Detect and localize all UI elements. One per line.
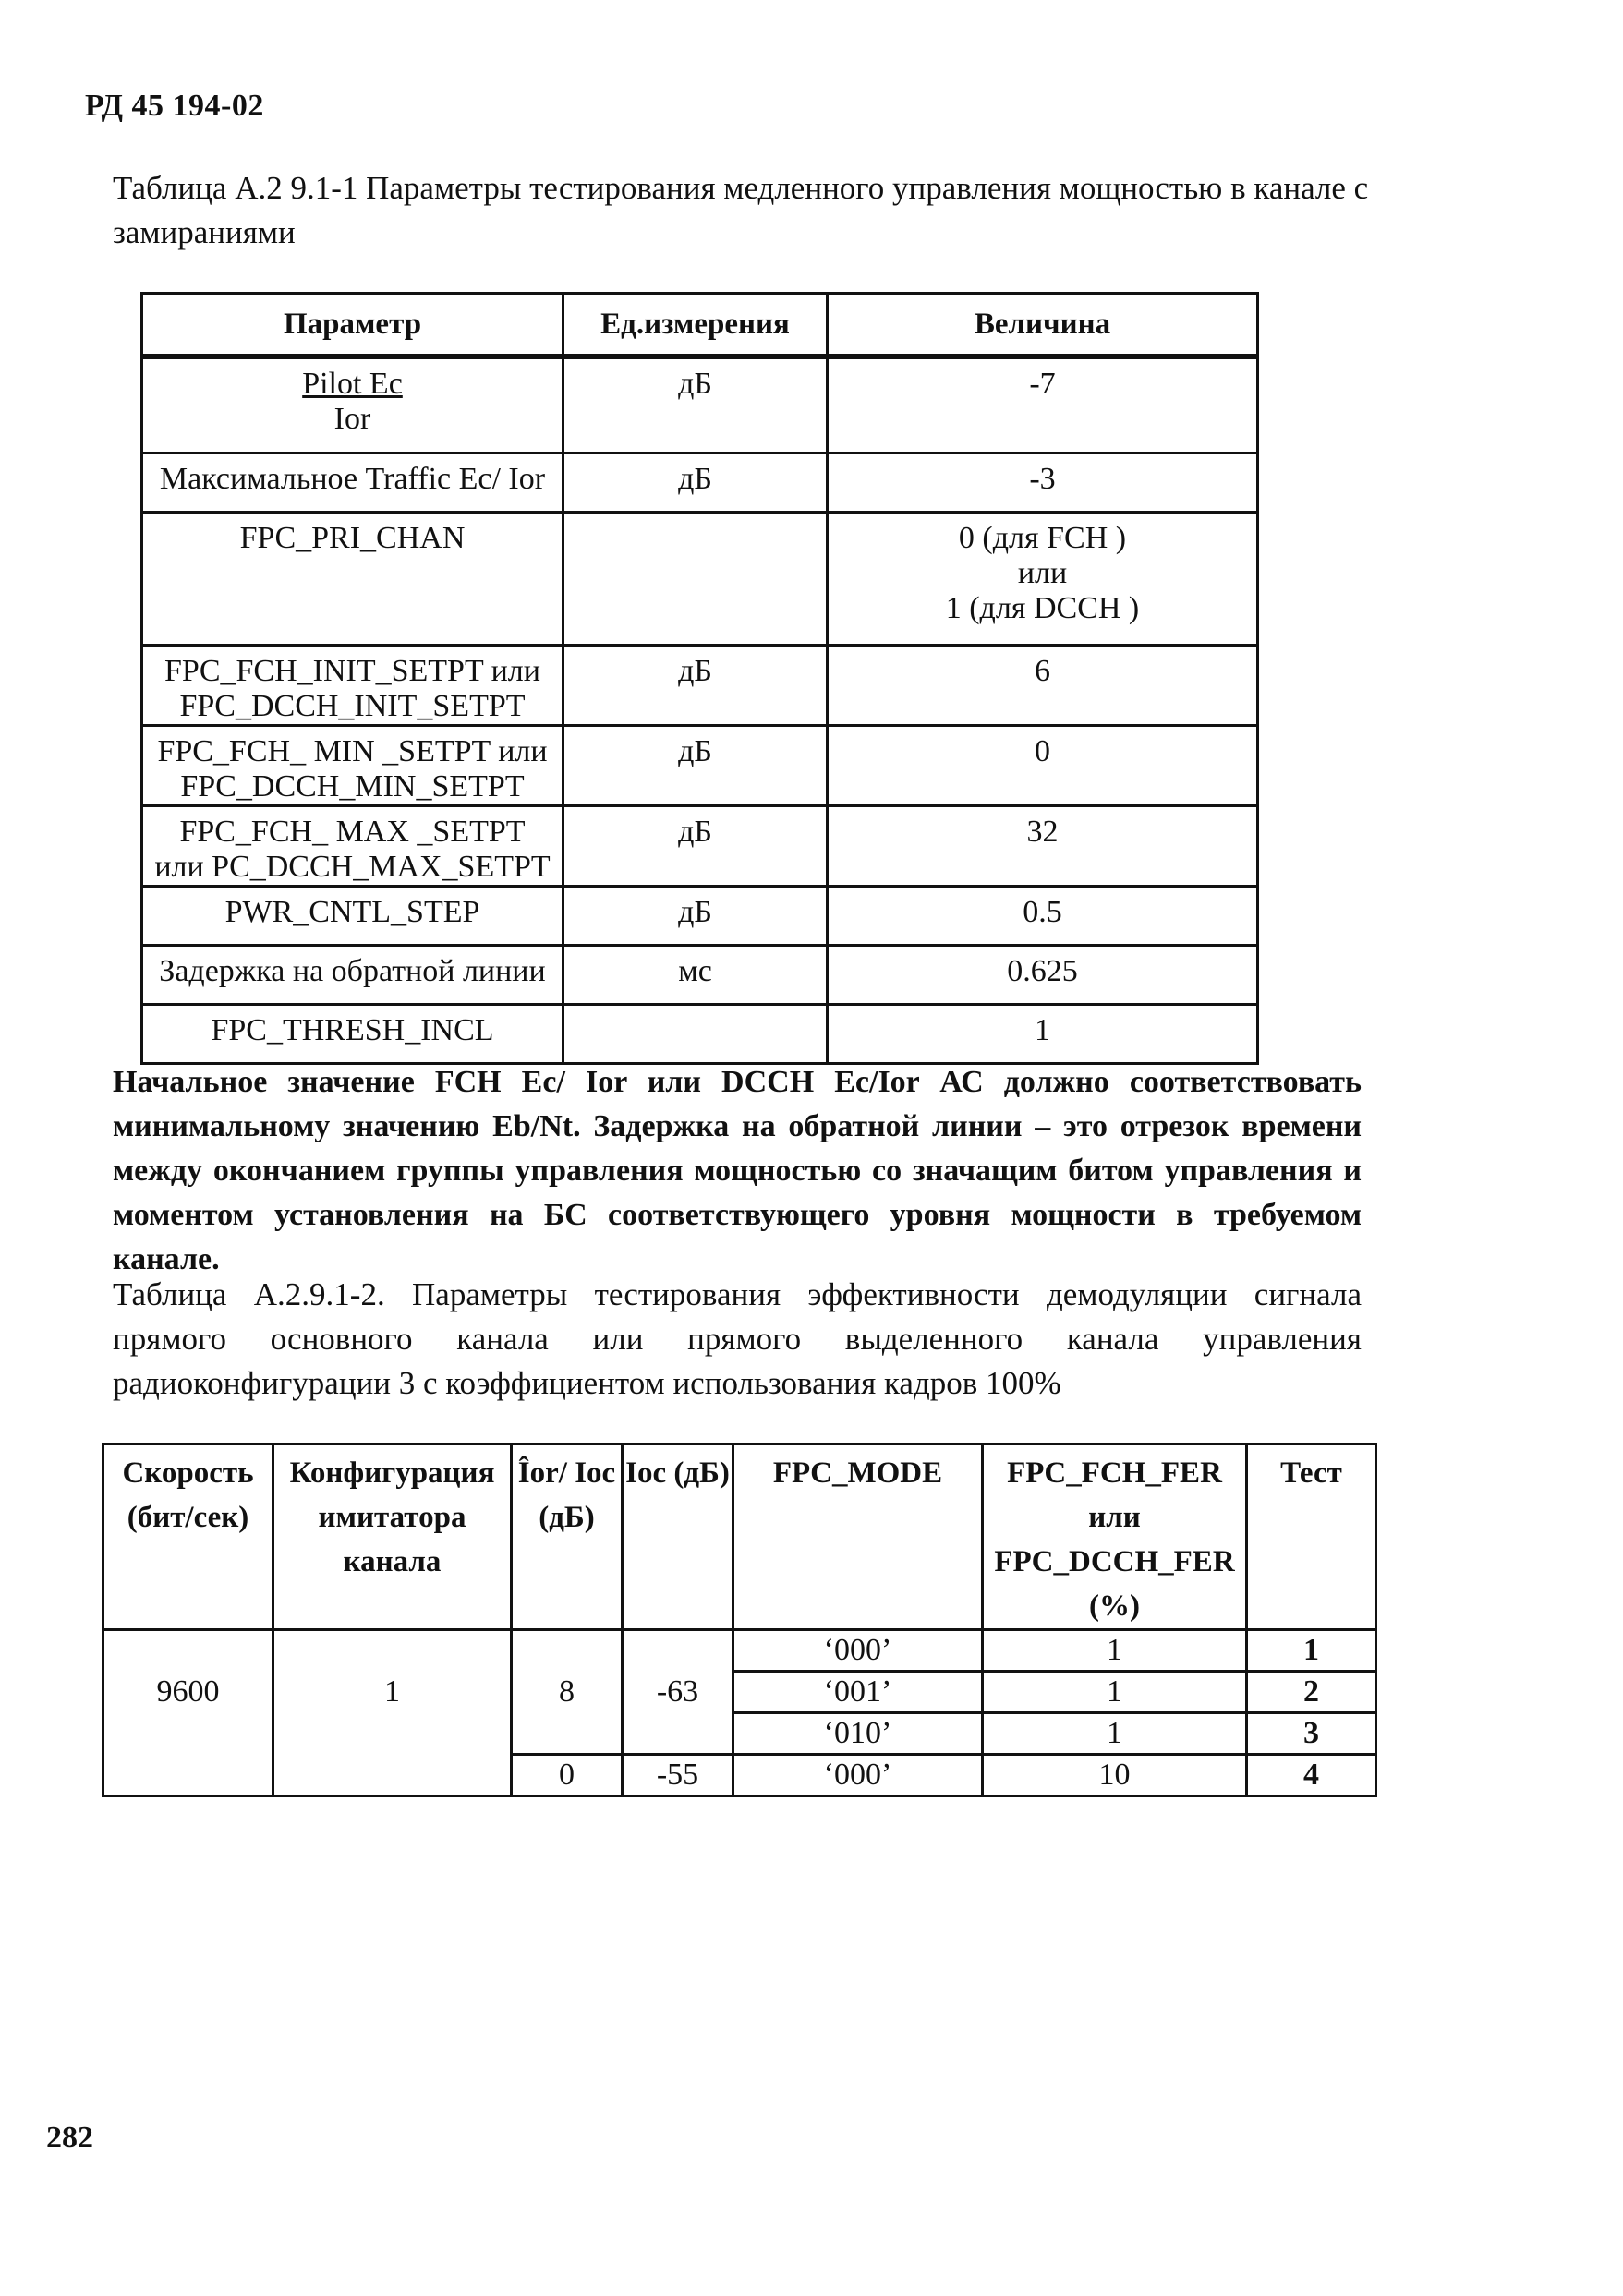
- header-line: FPC_FCH_FER: [1007, 1456, 1222, 1490]
- fer-cell: 1: [983, 1713, 1247, 1755]
- ratio-cell: 0: [512, 1755, 623, 1796]
- table2-caption: Таблица А.2.9.1-2. Параметры тестирования эффективности демодуляции сигнала прямого основного канала или прямого выделенного канала управления радиоконфигурации 3 с коэффициентом использования кадров 100%: [113, 1276, 1362, 1401]
- table-row: [142, 645, 1258, 725]
- header-line: FPC_DCCH_FER: [994, 1545, 1235, 1578]
- value-cell: [828, 512, 1258, 645]
- fer-cell: 1: [983, 1630, 1247, 1672]
- table-row: [142, 512, 1258, 645]
- parameter-cell: [142, 725, 563, 805]
- ioc-cell: -55: [623, 1755, 733, 1796]
- column-header-ratio: Îor/ Ioc (дБ): [512, 1444, 623, 1630]
- unit-cell: дБ: [563, 886, 828, 945]
- parameter-cell: [142, 805, 563, 886]
- table1-caption: Таблица А.2 9.1-1 Параметры тестирования медленного управления мощностью в канале с замираниями: [113, 170, 1369, 250]
- unit-cell: дБ: [563, 645, 828, 725]
- value-cell: 1: [828, 1004, 1258, 1063]
- parameter-line: FPC_FCH_ MIN _SETPT или: [157, 733, 548, 768]
- test-cell: 3: [1247, 1713, 1376, 1755]
- value-cell: -7: [828, 356, 1258, 453]
- slow-power-control-table: [140, 292, 1259, 1065]
- value-cell: 6: [828, 645, 1258, 725]
- parameter-cell: Максимальное Traffic Ec/ Ior: [142, 453, 563, 512]
- ratio-cell: 8: [512, 1630, 623, 1755]
- parameter-line: FPC_FCH_ MAX _SETPT: [179, 814, 526, 849]
- value-cell: -3: [828, 453, 1258, 512]
- table-row: [142, 805, 1258, 886]
- value-line: 1 (для DCCH ): [945, 590, 1140, 625]
- parameter-line: Pilot Ec: [302, 367, 403, 401]
- mode-cell: ‘000’: [733, 1755, 983, 1796]
- value-line: или: [1017, 555, 1068, 590]
- test-cell: 4: [1247, 1755, 1376, 1796]
- config-value: 1: [384, 1674, 400, 1709]
- table-row: [103, 1630, 1376, 1672]
- table-row: [142, 886, 1258, 945]
- parameter-line: или PC_DCCH_MAX_SETPT: [154, 849, 551, 884]
- unit-cell: дБ: [563, 805, 828, 886]
- parameter-line: Ior: [333, 402, 371, 436]
- mode-cell: ‘010’: [733, 1713, 983, 1755]
- column-header-speed: Скорость (бит/сек): [103, 1444, 273, 1630]
- table-row: [142, 453, 1258, 512]
- speed-value: 9600: [156, 1674, 220, 1709]
- parameter-cell: [142, 645, 563, 725]
- table-row: [142, 356, 1258, 453]
- value-cell: 32: [828, 805, 1258, 886]
- mode-cell: ‘000’: [733, 1630, 983, 1672]
- unit-cell: [563, 512, 828, 645]
- fer-cell: 10: [983, 1755, 1247, 1796]
- test-cell: 2: [1247, 1672, 1376, 1713]
- test-cell: 1: [1247, 1630, 1376, 1672]
- parameter-cell: Задержка на обратной линии: [142, 945, 563, 1004]
- unit-cell: мс: [563, 945, 828, 1004]
- header-line: или: [1088, 1501, 1141, 1534]
- column-header-test: Тест: [1247, 1444, 1376, 1630]
- demodulation-test-table: [102, 1443, 1377, 1797]
- parameter-cell: FPC_PRI_CHAN: [142, 512, 563, 645]
- table-row: [142, 725, 1258, 805]
- table-row: [142, 945, 1258, 1004]
- column-header-fer: [983, 1444, 1247, 1630]
- column-header-value: Величина: [828, 294, 1258, 357]
- column-header-ioc: Ioc (дБ): [623, 1444, 733, 1630]
- page-number: 282: [46, 2121, 93, 2155]
- explanatory-paragraph: Начальное значение FCH Ec/ Ior или DCCH Ec/Ior АС должно соответствовать минимальному значению Eb/Nt. Задержка на обратной линии – это отрезок времени между окончанием группы управления мощностью со значащим битом управления и моментом установления на БС соответствующего уровня мощности в требуемом канале.: [113, 1065, 1362, 1276]
- unit-cell: дБ: [563, 356, 828, 453]
- value-cell: 0.625: [828, 945, 1258, 1004]
- value-cell: 0: [828, 725, 1258, 805]
- column-header-config: Конфигурация имитатора канала: [273, 1444, 512, 1630]
- parameter-line: FPC_DCCH_INIT_SETPT: [179, 688, 526, 723]
- speed-cell: [103, 1630, 273, 1796]
- parameter-line: FPC_FCH_INIT_SETPT или: [164, 653, 540, 688]
- parameter-line: FPC_DCCH_MIN_SETPT: [180, 768, 525, 804]
- document-header: РД 45 194-02: [85, 89, 264, 123]
- table-row: [142, 1004, 1258, 1063]
- parameter-cell: FPC_THRESH_INCL: [142, 1004, 563, 1063]
- unit-cell: дБ: [563, 725, 828, 805]
- value-cell: 0.5: [828, 886, 1258, 945]
- ioc-cell: -63: [623, 1630, 733, 1755]
- unit-cell: [563, 1004, 828, 1063]
- parameter-cell: [142, 356, 563, 453]
- column-header-mode: FPC_MODE: [733, 1444, 983, 1630]
- value-line: 0 (для FCH ): [958, 520, 1127, 555]
- column-header-parameter: Параметр: [142, 294, 563, 357]
- fer-cell: 1: [983, 1672, 1247, 1713]
- column-header-unit: Ед.измерения: [563, 294, 828, 357]
- header-line: (%): [1089, 1589, 1140, 1623]
- config-cell: [273, 1630, 512, 1796]
- mode-cell: ‘001’: [733, 1672, 983, 1713]
- unit-cell: дБ: [563, 453, 828, 512]
- parameter-cell: PWR_CNTL_STEP: [142, 886, 563, 945]
